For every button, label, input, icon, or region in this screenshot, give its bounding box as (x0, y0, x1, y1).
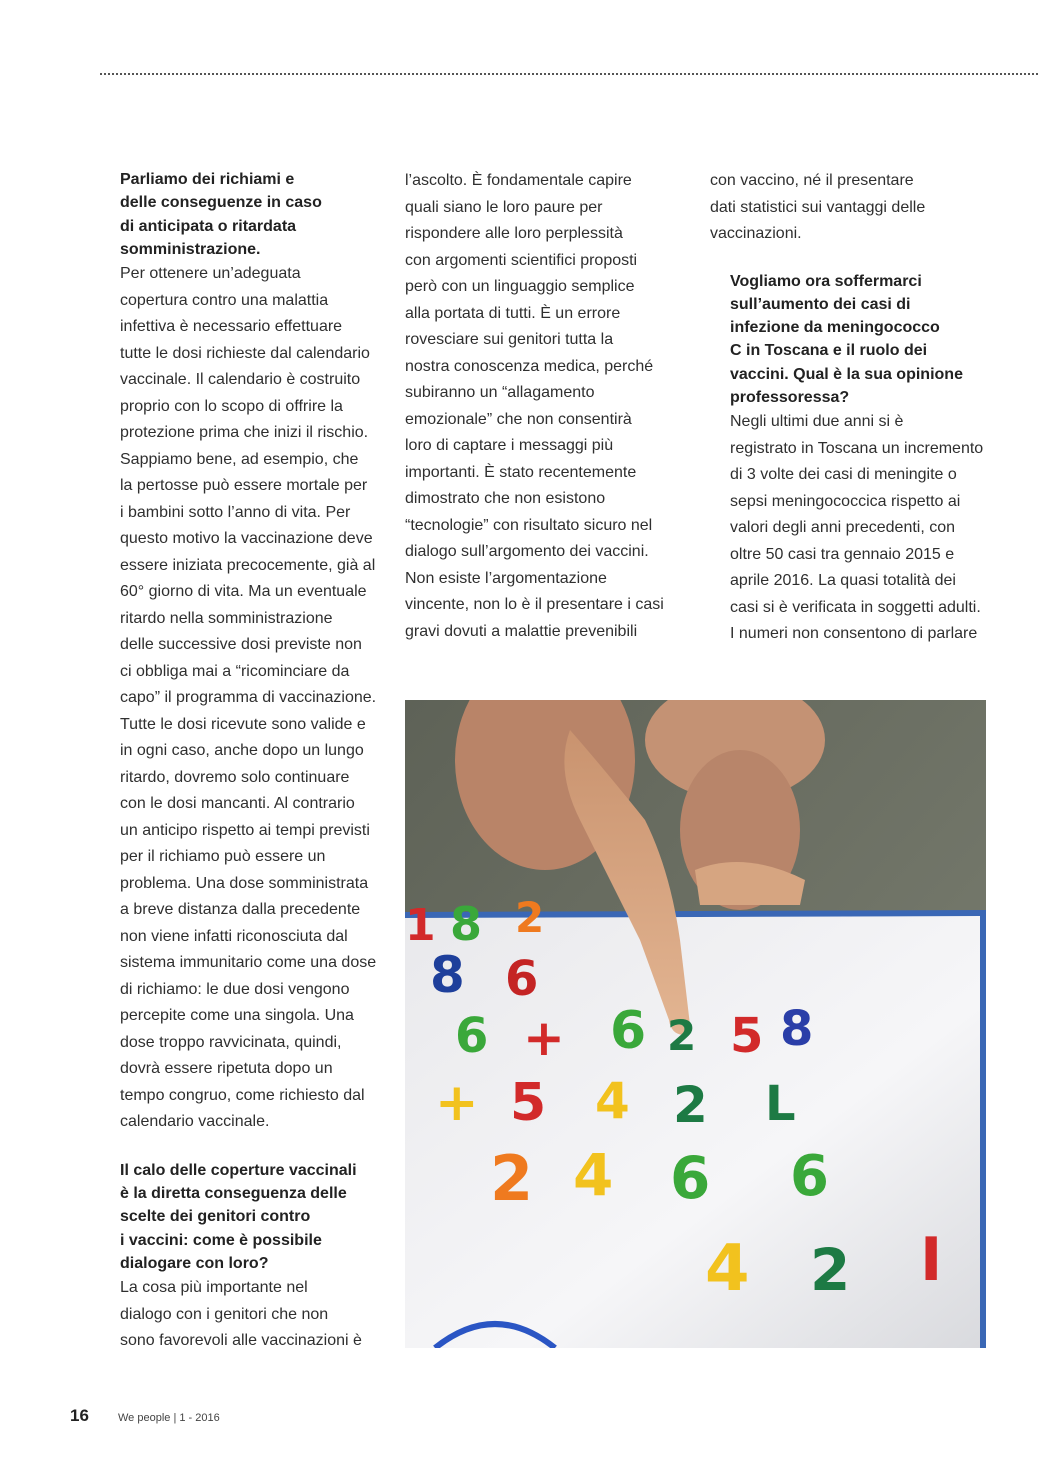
question-heading-2 (100, 1159, 385, 1275)
svg-text:+: + (523, 1009, 565, 1067)
text-line: è la diretta conseguenza delle (120, 1184, 347, 1202)
text-line: tempo congruo, come richiesto dal (120, 1086, 365, 1104)
text-line: scelte dei genitori contro (120, 1208, 311, 1226)
text-line: rispondere alle loro perplessità (405, 225, 623, 242)
svg-text:+: + (435, 1073, 479, 1133)
text-line: ritardo nella somministrazione (120, 609, 333, 627)
text-line: l’ascolto. È fondamentale capire (405, 172, 632, 189)
text-line: percepite come una singola. Una (120, 1007, 354, 1025)
body-paragraph-col2 (405, 168, 690, 645)
question-heading-1 (100, 168, 385, 261)
svg-text:2: 2 (515, 893, 545, 942)
text-line: essere iniziata precocemente, già al (120, 556, 376, 574)
text-line: dialogo con i genitori che non (120, 1305, 329, 1323)
text-line: alla portata di tutti. È un errore (405, 304, 621, 322)
text-line: i vaccini: come è possibile (120, 1231, 322, 1249)
text-line: ci obbliga mai a “ricominciare da (120, 662, 350, 680)
text-line: vincente, non lo è il presentare i casi (405, 596, 664, 613)
svg-text:6: 6 (790, 1144, 829, 1209)
text-line: protezione prima che inizi il rischio. (120, 424, 369, 442)
text-line: delle conseguenze in caso (120, 194, 322, 212)
svg-text:2: 2 (667, 1011, 697, 1060)
text-line: aprile 2016. La quasi totalità dei (730, 572, 956, 590)
text-line: questo motivo la vaccinazione deve (120, 530, 373, 548)
svg-text:8: 8 (780, 1001, 814, 1057)
text-line: infezione da meningococco (730, 319, 940, 337)
text-line: I numeri non consentono di parlare (730, 625, 978, 643)
svg-text:2: 2 (810, 1236, 851, 1304)
text-line: sono favorevoli alle vaccinazioni è (120, 1332, 362, 1350)
text-line: un anticipo rispetto ai tempi previsti (120, 821, 370, 839)
text-line: tutte le dosi richieste dal calendario (120, 344, 370, 362)
header-dotted-rule (100, 73, 1038, 75)
text-line: in ogni caso, anche dopo un lungo (120, 742, 364, 760)
photo-illustration (405, 700, 986, 1348)
text-line: dimostrato che non esistono (405, 490, 606, 507)
text-line: proprio con lo scopo di offrire la (120, 397, 343, 415)
text-line: C in Toscana e il ruolo dei (730, 342, 928, 360)
svg-text:6: 6 (670, 1144, 711, 1212)
svg-text:1: 1 (405, 900, 436, 951)
text-line: con argomenti scientifici proposti (405, 251, 638, 269)
text-line: non viene infatti riconosciuta dal (120, 927, 348, 945)
answer-paragraph-2 (100, 1275, 385, 1355)
text-line: problema. Una dose somministrata (120, 874, 369, 892)
svg-text:4: 4 (573, 1141, 614, 1209)
text-line: emozionale” che non consentirà (405, 410, 632, 428)
svg-text:5: 5 (730, 1008, 764, 1064)
text-line: La cosa più importante nel (120, 1279, 308, 1297)
text-line: dialogare con loro? (120, 1254, 269, 1272)
text-line: casi si è verificata in soggetti adulti. (730, 598, 981, 616)
text-line: capo” il programma di vaccinazione. (120, 689, 377, 707)
text-line: con vaccino, né il presentare (710, 172, 914, 189)
svg-text:I: I (920, 1225, 943, 1295)
svg-text:5: 5 (510, 1073, 547, 1133)
text-line: vaccini. Qual è la sua opinione (730, 365, 963, 383)
text-column-1 (100, 168, 385, 1355)
svg-text:4: 4 (705, 1232, 750, 1306)
photo-child-magnetic-numbers (405, 700, 986, 1348)
text-line: dose troppo ravvicinata, quindi, (120, 1033, 342, 1051)
text-line: somministrazione. (120, 240, 261, 258)
text-line: di anticipata o ritardata (120, 217, 297, 235)
text-line: importanti. È stato recentemente (405, 463, 637, 481)
text-line: per il richiamo può essere un (120, 848, 326, 866)
text-line: calendario vaccinale. (120, 1113, 270, 1131)
text-line: 60° giorno di vita. Ma un eventuale (120, 583, 367, 601)
page-number: 16 (70, 1406, 89, 1425)
text-line: oltre 50 casi tra gennaio 2015 e (730, 545, 955, 563)
text-line: delle successive dosi previste non (120, 636, 362, 654)
text-line: ritardo, dovremo solo continuare (120, 768, 350, 786)
text-column-2 (405, 168, 690, 645)
text-line: di richiamo: le due dosi vengono (120, 980, 350, 998)
svg-text:L: L (765, 1076, 796, 1132)
text-line: quali siano le loro paure per (405, 198, 603, 216)
svg-text:8: 8 (450, 897, 483, 951)
text-line: Parliamo dei richiami e (120, 171, 295, 188)
svg-text:6: 6 (610, 1001, 647, 1061)
text-line: valori degli anni precedenti, con (730, 519, 956, 537)
text-line: dati statistici sui vantaggi delle (710, 198, 926, 216)
text-line: “tecnologie” con risultato sicuro nel (405, 516, 653, 534)
text-line: Sappiamo bene, ad esempio, che (120, 450, 359, 468)
publication-info: We people | 1 - 2016 (118, 1412, 220, 1424)
text-line: vaccinazioni. (710, 225, 802, 242)
text-line: sistema immunitario come una dose (120, 954, 377, 972)
text-line: copertura contro una malattia (120, 291, 329, 309)
svg-text:6: 6 (455, 1008, 489, 1064)
text-line: infettiva è necessario effettuare (120, 318, 343, 336)
text-line: registrato in Toscana un incremento (730, 439, 984, 457)
text-line: la pertosse può essere mortale per (120, 477, 368, 495)
svg-text:6: 6 (505, 951, 539, 1007)
text-line: a breve distanza dalla precedente (120, 901, 361, 919)
svg-text:8: 8 (430, 946, 465, 1004)
text-line: Per ottenere un’adeguata (120, 265, 301, 283)
text-column-3 (710, 168, 1000, 648)
text-line: rovesciare sui genitori tutta la (405, 331, 614, 348)
text-line: Il calo delle coperture vaccinali (120, 1161, 357, 1179)
text-line: i bambini sotto l’anno di vita. Per (120, 503, 351, 521)
text-line: Vogliamo ora soffermarci (730, 272, 922, 290)
answer-paragraph-1 (100, 261, 385, 1136)
text-line: Negli ultimi due anni si è (730, 413, 904, 431)
text-line: con le dosi mancanti. Al contrario (120, 795, 355, 813)
svg-text:2: 2 (673, 1076, 708, 1134)
text-line: dialogo sull’argomento dei vaccini. (405, 543, 649, 560)
text-line: loro di captare i messaggi più (405, 437, 614, 454)
answer-paragraph-3 (710, 409, 1000, 648)
svg-text:4: 4 (595, 1072, 630, 1130)
text-line: professoressa? (730, 388, 850, 406)
question-heading-3 (710, 270, 1000, 410)
text-line: sepsi meningococcica rispetto ai (730, 492, 961, 510)
body-paragraph-col3 (710, 168, 1000, 248)
text-line: gravi dovuti a malattie prevenibili (405, 622, 638, 640)
text-line: dovrà essere ripetuta dopo un (120, 1060, 333, 1078)
text-line: Non esiste l’argomentazione (405, 569, 607, 587)
text-line: vaccinale. Il calendario è costruito (120, 371, 361, 389)
text-line: però con un linguaggio semplice (405, 278, 635, 295)
text-line: Tutte le dosi ricevute sono valide e (120, 715, 366, 733)
text-line: di 3 volte dei casi di meningite o (730, 466, 957, 484)
text-line: sull’aumento dei casi di (730, 295, 911, 313)
text-line: nostra conoscenza medica, perché (405, 357, 654, 375)
svg-text:2: 2 (490, 1142, 534, 1215)
text-line: subiranno un “allagamento (405, 384, 595, 401)
